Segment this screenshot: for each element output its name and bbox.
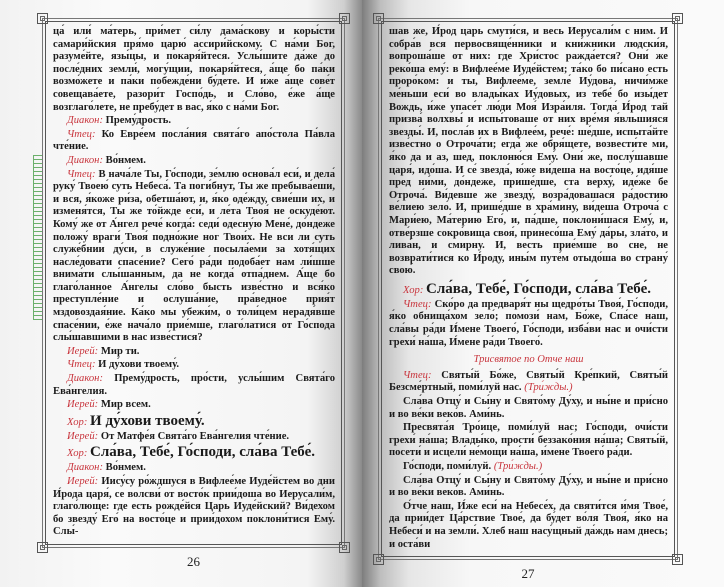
dialogue-line	[53, 462, 335, 475]
line-text: Святы́й Бо́же, Святы́й Кре́пкий, Святы́й Безсме́ртный, поми́луй нас.	[389, 369, 668, 394]
page-number: 26	[187, 553, 200, 569]
role-label: Диакон:	[67, 154, 103, 166]
line-text: Мир ти.	[100, 345, 140, 357]
line-text: И ду́хови твоему́.	[98, 359, 180, 371]
role-label: Чтец:	[403, 369, 432, 381]
role-label: Хор:	[403, 284, 424, 296]
ruler-strip	[33, 155, 42, 320]
role-label: Иерей:	[67, 476, 99, 487]
prayer-paragraph	[389, 422, 668, 460]
role-label: Диакон:	[67, 462, 103, 474]
rubric-note: (Три́жды.)	[524, 382, 573, 394]
frame-corner-ornament	[37, 542, 48, 553]
page-text	[389, 26, 668, 551]
dialogue-line	[53, 346, 335, 359]
line-text: Прему́дрость.	[105, 115, 172, 127]
dialogue-line	[53, 431, 335, 444]
line-text: Ко Евре́ем посла́ния свята́го апо́стола Па́вла чте́ние.	[53, 128, 335, 153]
prayer-text: Го́споди, поми́луй.	[403, 461, 492, 472]
opening-paragraph: шав же, И́род царь смути́ся, и весь Иерусали́м с ним. И собра́в вся первосвяще́нники и кни́жники людски́я, вопроша́ше от них: где Хри́стос ражда́ется? Они́ же реко́ша ему́: в Вифлее́ме Иуде́йстем; та́ко бо пи́сано есть проро́ком: и ты, Вифлее́ме, земле́ Иу́дова, ничи́мже ме́ньши еси́ во влады́ках Иу́довых, из тебе́ бо изы́дет Вождь, и́же упасе́т лю́ди Моя́ Изра́иля. Тогда́ И́род тай призва́ волхвы́ и испы́товаше от них вре́мя я́вльшияся звезды́. И, посла́в их в Вифлее́м, рече́: ше́дше, испыта́йте изве́стно о Отроча́ти; егда́ же обря́щете, возвести́те ми, я́ко да и аз, шед, поклоню́ся Ему́. Они́ же, послу́шавше царя́, идо́ша. И се́ звезда́, ю́же ви́деша на восто́це, идя́ше пред ни́ми, до́ндеже, прише́дше, ста верху́, иде́же бе Отроча́. Ви́девше же звезду́, возра́довашася ра́достию ве́лиею зело́. И, прише́дше в хра́мину, ви́деша Отроча́ с Мари́ею, Ма́терию Его́, и, па́дше, поклони́шася Ему́, и, отве́рзше сокро́вища своя́, принесо́ша Ему́ да́ры, зла́то, и лива́н, и смирну. И, весть прие́мше во сне, не возврати́тися ко И́роду, ины́м путе́м отыдо́ша во страну́ свою́.	[389, 26, 668, 277]
role-label: Чтец:	[67, 128, 96, 140]
role-label: Иерей:	[67, 399, 99, 411]
line-text: Во́нмем.	[105, 462, 146, 474]
dialogue-line	[53, 169, 335, 345]
rubric-note: (Три́жды.)	[493, 461, 543, 472]
page-text	[53, 26, 335, 539]
prayer-paragraph	[389, 501, 668, 551]
dialogue-line	[53, 155, 335, 168]
role-label: Чтец:	[67, 359, 96, 371]
ornamental-frame	[381, 21, 675, 557]
opening-paragraph: ца́ или́ ма́терь, при́мет си́лу дама́скову и коры́сти самари́йския пря́мо царю́ ассири́йскому. С на́ми Бог, разуме́йте, язы́цы, и покаря́йтеся. Услы́шите да́же до после́дних земли́, могу́щии, покаря́йтеся, а́ще бо па́ки возмо́жете и па́ки побежде́ни бу́дете. И и́же а́ще сове́т совещава́ете, разори́т Госпо́дь, и Сло́во, е́же а́ще возглаго́лете, не пребу́дет в вас, я́ко с на́ми Бог.	[53, 26, 335, 113]
line-text: Мир всем.	[100, 399, 151, 411]
dialogue-line	[53, 373, 335, 398]
choir-line	[53, 444, 335, 461]
role-label: Иерей:	[67, 345, 99, 357]
dialogue-line	[53, 129, 335, 154]
frame-corner-ornament	[373, 13, 384, 24]
line-text: В нача́ле Ты, Го́споди, зе́млю основа́л еси́, и дела́ руку́ Твоею́ суть Небеса́. Та поги́бнут, Ты же пребыва́еши, и вся, я́коже ри́за, обетша́ют, и, я́ко оде́жду, свие́ши их, и изменя́тся, Ты же то́йжде еси́, и ле́та Твоя́ не оскуде́ют. Кому́ же от А́нгел рече́ когда́: седи́ одесну́ю Мене́, до́ндеже положу́ враги́ Твоя́ подно́жие ног Твои́х. Не вси ли суть служе́бнии ду́си, в служе́ние посыла́еми за хотя́щих насле́довати спасе́ние? Сего́ ра́ди подоба́ет нам ли́шше внима́ти слы́шанным, да не когда́ отпа́днем. А́ще бо глаго́ланное А́нгелы сло́во бысть изве́стно и вся́ко преступле́ние и ослуша́ние, пра́ведное прия́т мздовоздая́ние. Ка́ко мы убежи́м, о толи́цем нерадя́вше спасе́нии, е́же нача́ло прие́мше, глаго́латися от Го́спода слы́шавшими в нас изве́стися?	[53, 168, 335, 344]
frame-corner-ornament	[37, 13, 48, 24]
frame-corner-ornament	[373, 554, 384, 565]
line-text: Иису́су ро́ждшуся в Вифлее́ме Иуде́йстем во дни И́рода царя́, се волсви́ от восто́к прии́доша во Иерусали́м, глаго́люще: где есть рожде́йся Царь Иуде́йский? Ви́дехом бо звезду́ Его́ на восто́це и прии́дохом поклони́тися Ему́. Слы́-	[53, 476, 335, 538]
right-page	[362, 0, 724, 587]
line-text: Во́нмем.	[105, 154, 146, 166]
prayer-paragraph	[389, 475, 668, 500]
choir-text: Сла́ва, Тебе́, Го́споди, сла́ва Тебе́.	[90, 444, 315, 461]
prayer-text: Пресвята́я Тро́ице, поми́луй нас; Го́споди, очи́сти грехи́ на́ша; Влады́ко, прости́ беззако́ния на́ша; Святы́й, посети́ и исцели́ не́мощи на́ша, и́мене Твоего́ ра́ди.	[389, 422, 668, 459]
role-label: Хор:	[67, 448, 88, 460]
dialogue-line	[53, 476, 335, 539]
page-number: 27	[521, 566, 535, 582]
choir-text: И ду́хови твоему́.	[90, 412, 205, 429]
dialogue-line	[389, 299, 668, 349]
prayer-text: Сла́ва Отцу́ и Сы́ну и Свято́му Ду́ху, и ны́не и при́сно и во ве́ки веко́в. Ами́нь.	[389, 474, 668, 499]
role-label: Иерей:	[67, 430, 99, 442]
dialogue-line	[53, 359, 335, 372]
section-title: Трисвятое по Отче наш	[473, 354, 584, 366]
line-text: Прему́дрость, про́сти, услы́шим Свята́го Ева́нгелия.	[53, 373, 335, 397]
line-text: Ско́ро да предваря́т ны щедро́ты Твоя́, Го́споди, я́ко обнища́хом зело́; помози́ нам, Бо́же, Спа́се наш, сла́вы ра́ди И́мене Твоего́, Го́споди, изба́ви нас и очи́сти грехи́ на́ша, И́мене ра́ди Твоего́.	[389, 298, 668, 348]
prayer-text: Сла́ва Отцу́ и Сы́ну и Свято́му Ду́ху, и ны́не и при́сно и во ве́ки веко́в. Ами́нь.	[389, 396, 668, 420]
role-label: Диакон:	[67, 373, 103, 385]
prayer-paragraph	[389, 396, 668, 421]
role-label: Хор:	[67, 416, 88, 428]
line-text: От Матфе́я Свята́го Ева́нгелия чте́ние.	[100, 430, 290, 442]
role-label: Диакон:	[67, 115, 103, 127]
role-label: Чтец:	[67, 168, 96, 180]
frame-corner-ornament	[339, 13, 350, 24]
frame-corner-ornament	[672, 554, 683, 565]
ornamental-frame	[45, 21, 342, 545]
dialogue-line	[389, 370, 668, 395]
frame-corner-ornament	[672, 13, 683, 24]
prayer-paragraph	[389, 461, 668, 474]
choir-line	[389, 281, 668, 298]
dialogue-line	[53, 399, 335, 412]
dialogue-line	[53, 115, 335, 128]
choir-text: Сла́ва, Тебе́, Го́споди, сла́ва Тебе́.	[426, 280, 651, 297]
prayer-text: О́тче наш, И́же еси́ на Небесе́х, да святи́тся и́мя Твое́, да прии́дет Ца́рствие Твое́, да бу́дет во́ля Твоя́, я́ко на Небеси́ и на земли́. Хлеб наш насу́щный да́ждь нам днесь; и оста́ви	[389, 500, 668, 550]
choir-line	[53, 413, 335, 430]
role-label: Чтец:	[403, 298, 432, 310]
frame-corner-ornament	[339, 542, 350, 553]
